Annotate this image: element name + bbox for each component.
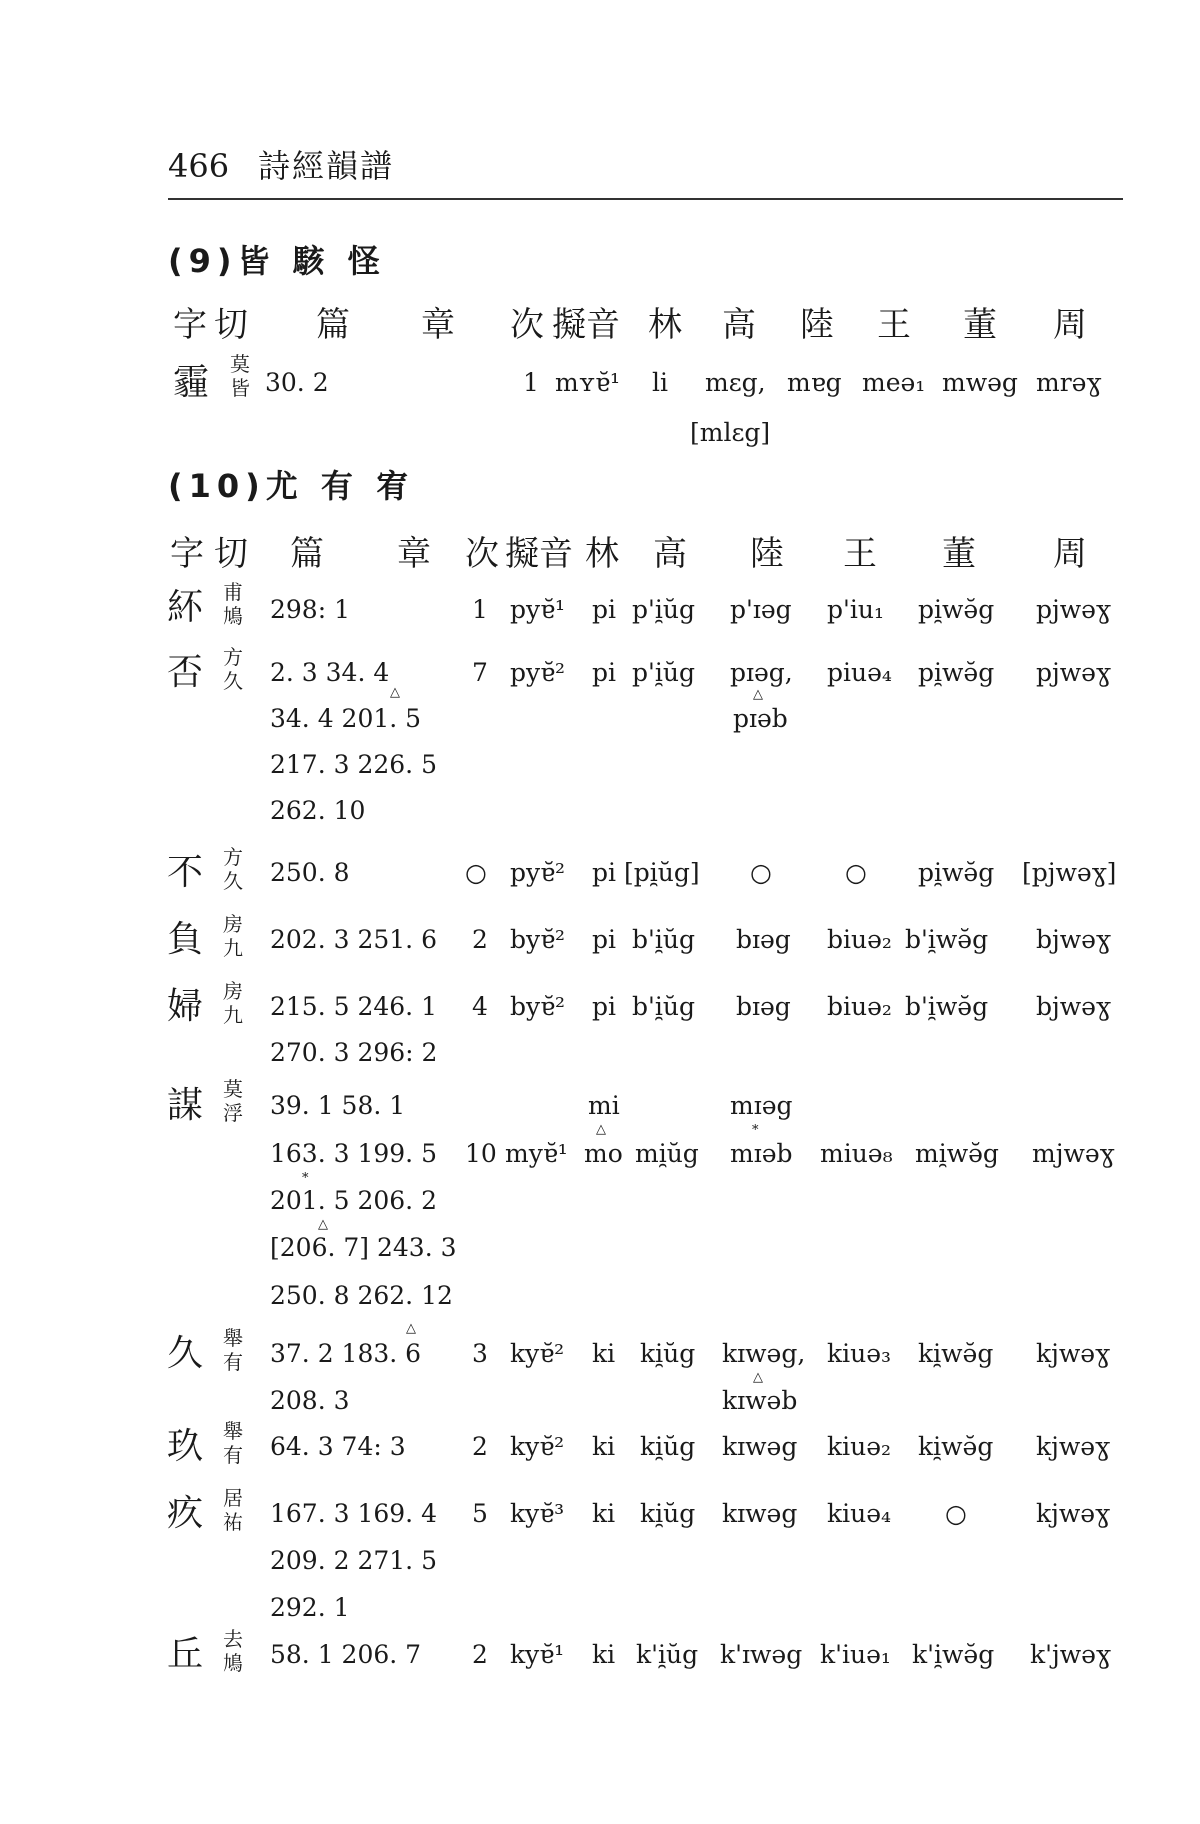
- zhou-reading: [pjwəɣ]: [1022, 858, 1117, 887]
- ode-ref: 167. 3 169. 4: [270, 1499, 437, 1528]
- ode-ref: 215. 5 246. 1: [270, 992, 437, 1021]
- reconstruction: kyɐ̆²: [510, 1432, 565, 1461]
- col-header-reconstruction: 擬音: [505, 534, 573, 574]
- col-header-wang: 王: [877, 305, 911, 345]
- col-header-lu: 陸: [800, 305, 834, 345]
- rhyme-char: 婦: [167, 986, 204, 1027]
- lu-reading: p'ɪəg: [730, 595, 792, 624]
- rhyme-char: 久: [167, 1333, 204, 1374]
- fanqie: 房九: [223, 979, 243, 1027]
- lu-reading-alt: pɪəb: [733, 704, 788, 733]
- ode-ref: 250. 8 262. 12: [270, 1281, 453, 1310]
- fanqie: 去鳩: [223, 1627, 243, 1675]
- rhyme-char: 謀: [167, 1085, 204, 1126]
- count: 2: [472, 1432, 488, 1461]
- ode-ref: 2. 3 34. 4: [270, 658, 390, 687]
- zhou-reading: pjwəɣ: [1036, 595, 1111, 624]
- gao-reading: ki̯ŭg: [640, 1499, 696, 1528]
- lin-reading: li: [652, 368, 668, 397]
- asterisk-mark: *: [752, 1123, 759, 1138]
- rhyme-char: 否: [167, 652, 204, 693]
- lu-reading: bɪəg: [736, 992, 791, 1021]
- reconstruction: mʏɐ̆¹: [555, 368, 621, 397]
- triangle-mark: △: [753, 1370, 763, 1385]
- lin-reading: mi: [588, 1091, 620, 1120]
- col-header-stanza: 章: [397, 534, 431, 574]
- col-header-lin: 林: [585, 534, 619, 574]
- count: 10: [465, 1139, 497, 1168]
- count: 7: [472, 658, 488, 687]
- wang-reading: miuə₈: [820, 1139, 893, 1168]
- lin-reading: pi: [592, 992, 616, 1021]
- col-header-fanqie: 切: [214, 305, 248, 345]
- col-header-dong: 董: [942, 534, 976, 574]
- reconstruction: byɐ̆²: [510, 992, 566, 1021]
- gao-reading: k'i̯ŭg: [636, 1640, 699, 1669]
- lu-reading: bɪəg: [736, 925, 791, 954]
- gao-reading: ki̯ŭg: [640, 1339, 696, 1368]
- ode-ref: 208. 3: [270, 1386, 350, 1415]
- gao-reading: b'i̯ŭg: [632, 925, 695, 954]
- ode-ref: 201. 5 206. 2: [270, 1186, 437, 1215]
- dong-reading: b'i̯wə̆g: [905, 992, 989, 1021]
- rhyme-char: 疚: [167, 1493, 204, 1534]
- reconstruction: pyɐ̆²: [510, 858, 566, 887]
- ode-ref: 298: 1: [270, 595, 350, 624]
- wang-reading: biuə₂: [827, 925, 892, 954]
- reconstruction: pyɐ̆¹: [510, 595, 566, 624]
- reconstruction: pyɐ̆²: [510, 658, 566, 687]
- col-header-fanqie: 切: [214, 534, 248, 574]
- reconstruction: kyɐ̆³: [510, 1499, 565, 1528]
- wang-reading: meə₁: [862, 368, 926, 397]
- gao-reading: ki̯ŭg: [640, 1432, 696, 1461]
- col-header-stanza: 章: [421, 305, 455, 345]
- gao-reading: p'i̯ŭg: [632, 658, 695, 687]
- triangle-mark: △: [406, 1321, 416, 1336]
- dong-reading: b'i̯wə̆g: [905, 925, 989, 954]
- zhou-reading: pjwəɣ: [1036, 658, 1111, 687]
- gao-reading-alt: [mlɛg]: [690, 418, 771, 447]
- lin-reading: ki: [592, 1432, 616, 1461]
- wang-reading: kiuə₄: [827, 1499, 892, 1528]
- zhou-reading: mjwəɣ: [1032, 1139, 1115, 1168]
- ode-ref: 262. 10: [270, 796, 366, 825]
- asterisk-mark: *: [302, 1171, 309, 1186]
- dong-reading: pi̯wə̆g: [918, 858, 995, 887]
- running-title: 詩經韻譜: [258, 147, 395, 185]
- fanqie: 方久: [223, 845, 243, 893]
- rhyme-char: 不: [167, 852, 204, 893]
- section-heading: (10)尤 有 宥: [168, 467, 415, 505]
- ode-ref: 30. 2: [265, 368, 329, 397]
- rhyme-char: 玖: [167, 1426, 204, 1467]
- rhyme-char: 紑: [167, 587, 204, 628]
- wang-reading: biuə₂: [827, 992, 892, 1021]
- ode-ref: 37. 2 183. 6: [270, 1339, 422, 1368]
- lin-reading: ki: [592, 1640, 616, 1669]
- count: 1: [472, 595, 488, 624]
- wang-reading: kiuə₃: [827, 1339, 892, 1368]
- ode-ref: 209. 2 271. 5: [270, 1546, 437, 1575]
- lu-reading: mɐg: [787, 368, 842, 397]
- col-header-gao: 高: [653, 534, 687, 574]
- lu-reading: kɪwəg,: [722, 1339, 806, 1368]
- wang-reading: kiuə₂: [827, 1432, 892, 1461]
- triangle-mark: △: [753, 687, 763, 702]
- dong-reading: mwəg: [942, 368, 1018, 397]
- lin-reading-alt: mo: [584, 1139, 623, 1168]
- dong-reading: ki̯wə̆g: [918, 1339, 994, 1368]
- dong-reading: pi̯wə̆g: [918, 658, 995, 687]
- zhou-reading: kjwəɣ: [1036, 1499, 1111, 1528]
- ode-ref: 270. 3 296: 2: [270, 1038, 438, 1067]
- lin-reading: pi: [592, 858, 616, 887]
- dong-reading: ○: [945, 1499, 967, 1528]
- col-header-lu: 陸: [750, 534, 784, 574]
- fanqie: 舉有: [223, 1326, 243, 1374]
- fanqie: 房九: [223, 912, 243, 960]
- count: 4: [472, 992, 488, 1021]
- count: 1: [523, 368, 539, 397]
- page-number: 466: [168, 147, 230, 185]
- fanqie: 莫浮: [223, 1077, 243, 1125]
- col-header-char: 字: [173, 305, 207, 345]
- col-header-lin: 林: [648, 305, 682, 345]
- col-header-ode: 篇: [290, 534, 324, 574]
- col-header-wang: 王: [843, 534, 877, 574]
- fanqie: 甫鳩: [223, 580, 243, 628]
- col-header-gao: 高: [722, 305, 756, 345]
- section-heading: (9)皆 駭 怪: [168, 242, 386, 280]
- col-header-dong: 董: [963, 305, 997, 345]
- gao-reading: [pi̯ŭg]: [624, 858, 700, 887]
- lin-reading: ki: [592, 1499, 616, 1528]
- rhyme-char: 負: [167, 919, 204, 960]
- wang-reading: k'iuə₁: [820, 1640, 891, 1669]
- count: 3: [472, 1339, 488, 1368]
- ode-ref: 250. 8: [270, 858, 350, 887]
- ode-ref: 163. 3 199. 5: [270, 1139, 437, 1168]
- lin-reading: pi: [592, 925, 616, 954]
- col-header-count: 次: [465, 534, 499, 574]
- lu-reading-alt: kɪwəb: [722, 1386, 798, 1415]
- lu-reading: pɪəg,: [730, 658, 793, 687]
- zhou-reading: kjwəɣ: [1036, 1432, 1111, 1461]
- zhou-reading: bjwəɣ: [1036, 992, 1111, 1021]
- ode-ref: 39. 1 58. 1: [270, 1091, 406, 1120]
- lu-reading: ○: [750, 858, 772, 887]
- lin-reading: ki: [592, 1339, 616, 1368]
- rhyme-char: 霾: [173, 362, 210, 403]
- lu-reading: k'ɪwəg: [720, 1640, 803, 1669]
- wang-reading: ○: [845, 858, 867, 887]
- header-rule: [168, 198, 1123, 200]
- count: ○: [465, 858, 487, 887]
- reconstruction: byɐ̆²: [510, 925, 566, 954]
- lin-reading: pi: [592, 595, 616, 624]
- triangle-mark: △: [596, 1122, 606, 1137]
- dong-reading: ki̯wə̆g: [918, 1432, 994, 1461]
- zhou-reading: bjwəɣ: [1036, 925, 1111, 954]
- fanqie: 舉有: [223, 1419, 243, 1467]
- ode-ref: [206. 7] 243. 3: [270, 1233, 457, 1262]
- col-header-char: 字: [170, 534, 204, 574]
- gao-reading: b'i̯ŭg: [632, 992, 695, 1021]
- ode-ref: 217. 3 226. 5: [270, 750, 437, 779]
- wang-reading: piuə₄: [827, 658, 892, 687]
- reconstruction: kyɐ̆¹: [510, 1640, 565, 1669]
- dong-reading: pi̯wə̆g: [918, 595, 995, 624]
- triangle-mark: △: [318, 1217, 328, 1232]
- zhou-reading: mrəɣ: [1036, 368, 1102, 397]
- lu-reading: kɪwəg: [722, 1432, 798, 1461]
- lu-reading: mɪəg: [730, 1091, 793, 1120]
- count: 2: [472, 1640, 488, 1669]
- fanqie: 居祐: [223, 1486, 243, 1534]
- lu-reading: kɪwəg: [722, 1499, 798, 1528]
- col-header-zhou: 周: [1053, 534, 1087, 574]
- gao-reading: mɛg,: [705, 368, 766, 397]
- dong-reading: k'i̯wə̆g: [912, 1640, 995, 1669]
- fanqie: 莫皆: [230, 352, 250, 400]
- gao-reading: p'i̯ŭg: [632, 595, 695, 624]
- reconstruction: myɐ̆¹: [505, 1139, 568, 1168]
- rhyme-char: 丘: [167, 1634, 204, 1675]
- count: 5: [472, 1499, 488, 1528]
- dong-reading: mi̯wə̆g: [915, 1139, 999, 1168]
- ode-ref: 292. 1: [270, 1593, 350, 1622]
- col-header-ode: 篇: [316, 305, 350, 345]
- col-header-count: 次: [510, 305, 544, 345]
- col-header-zhou: 周: [1053, 305, 1087, 345]
- reconstruction: kyɐ̆²: [510, 1339, 565, 1368]
- wang-reading: p'iu₁: [827, 595, 884, 624]
- zhou-reading: kjwəɣ: [1036, 1339, 1111, 1368]
- lu-reading-alt: mɪəb: [730, 1139, 793, 1168]
- triangle-mark: △: [390, 685, 400, 700]
- ode-ref: 34. 4 201. 5: [270, 704, 422, 733]
- ode-ref: 202. 3 251. 6: [270, 925, 437, 954]
- gao-reading: mi̯ŭg: [635, 1139, 699, 1168]
- col-header-reconstruction: 擬音: [552, 305, 620, 345]
- count: 2: [472, 925, 488, 954]
- ode-ref: 58. 1 206. 7: [270, 1640, 422, 1669]
- lin-reading: pi: [592, 658, 616, 687]
- ode-ref: 64. 3 74: 3: [270, 1432, 406, 1461]
- zhou-reading: k'jwəɣ: [1030, 1640, 1111, 1669]
- fanqie: 方久: [223, 645, 243, 693]
